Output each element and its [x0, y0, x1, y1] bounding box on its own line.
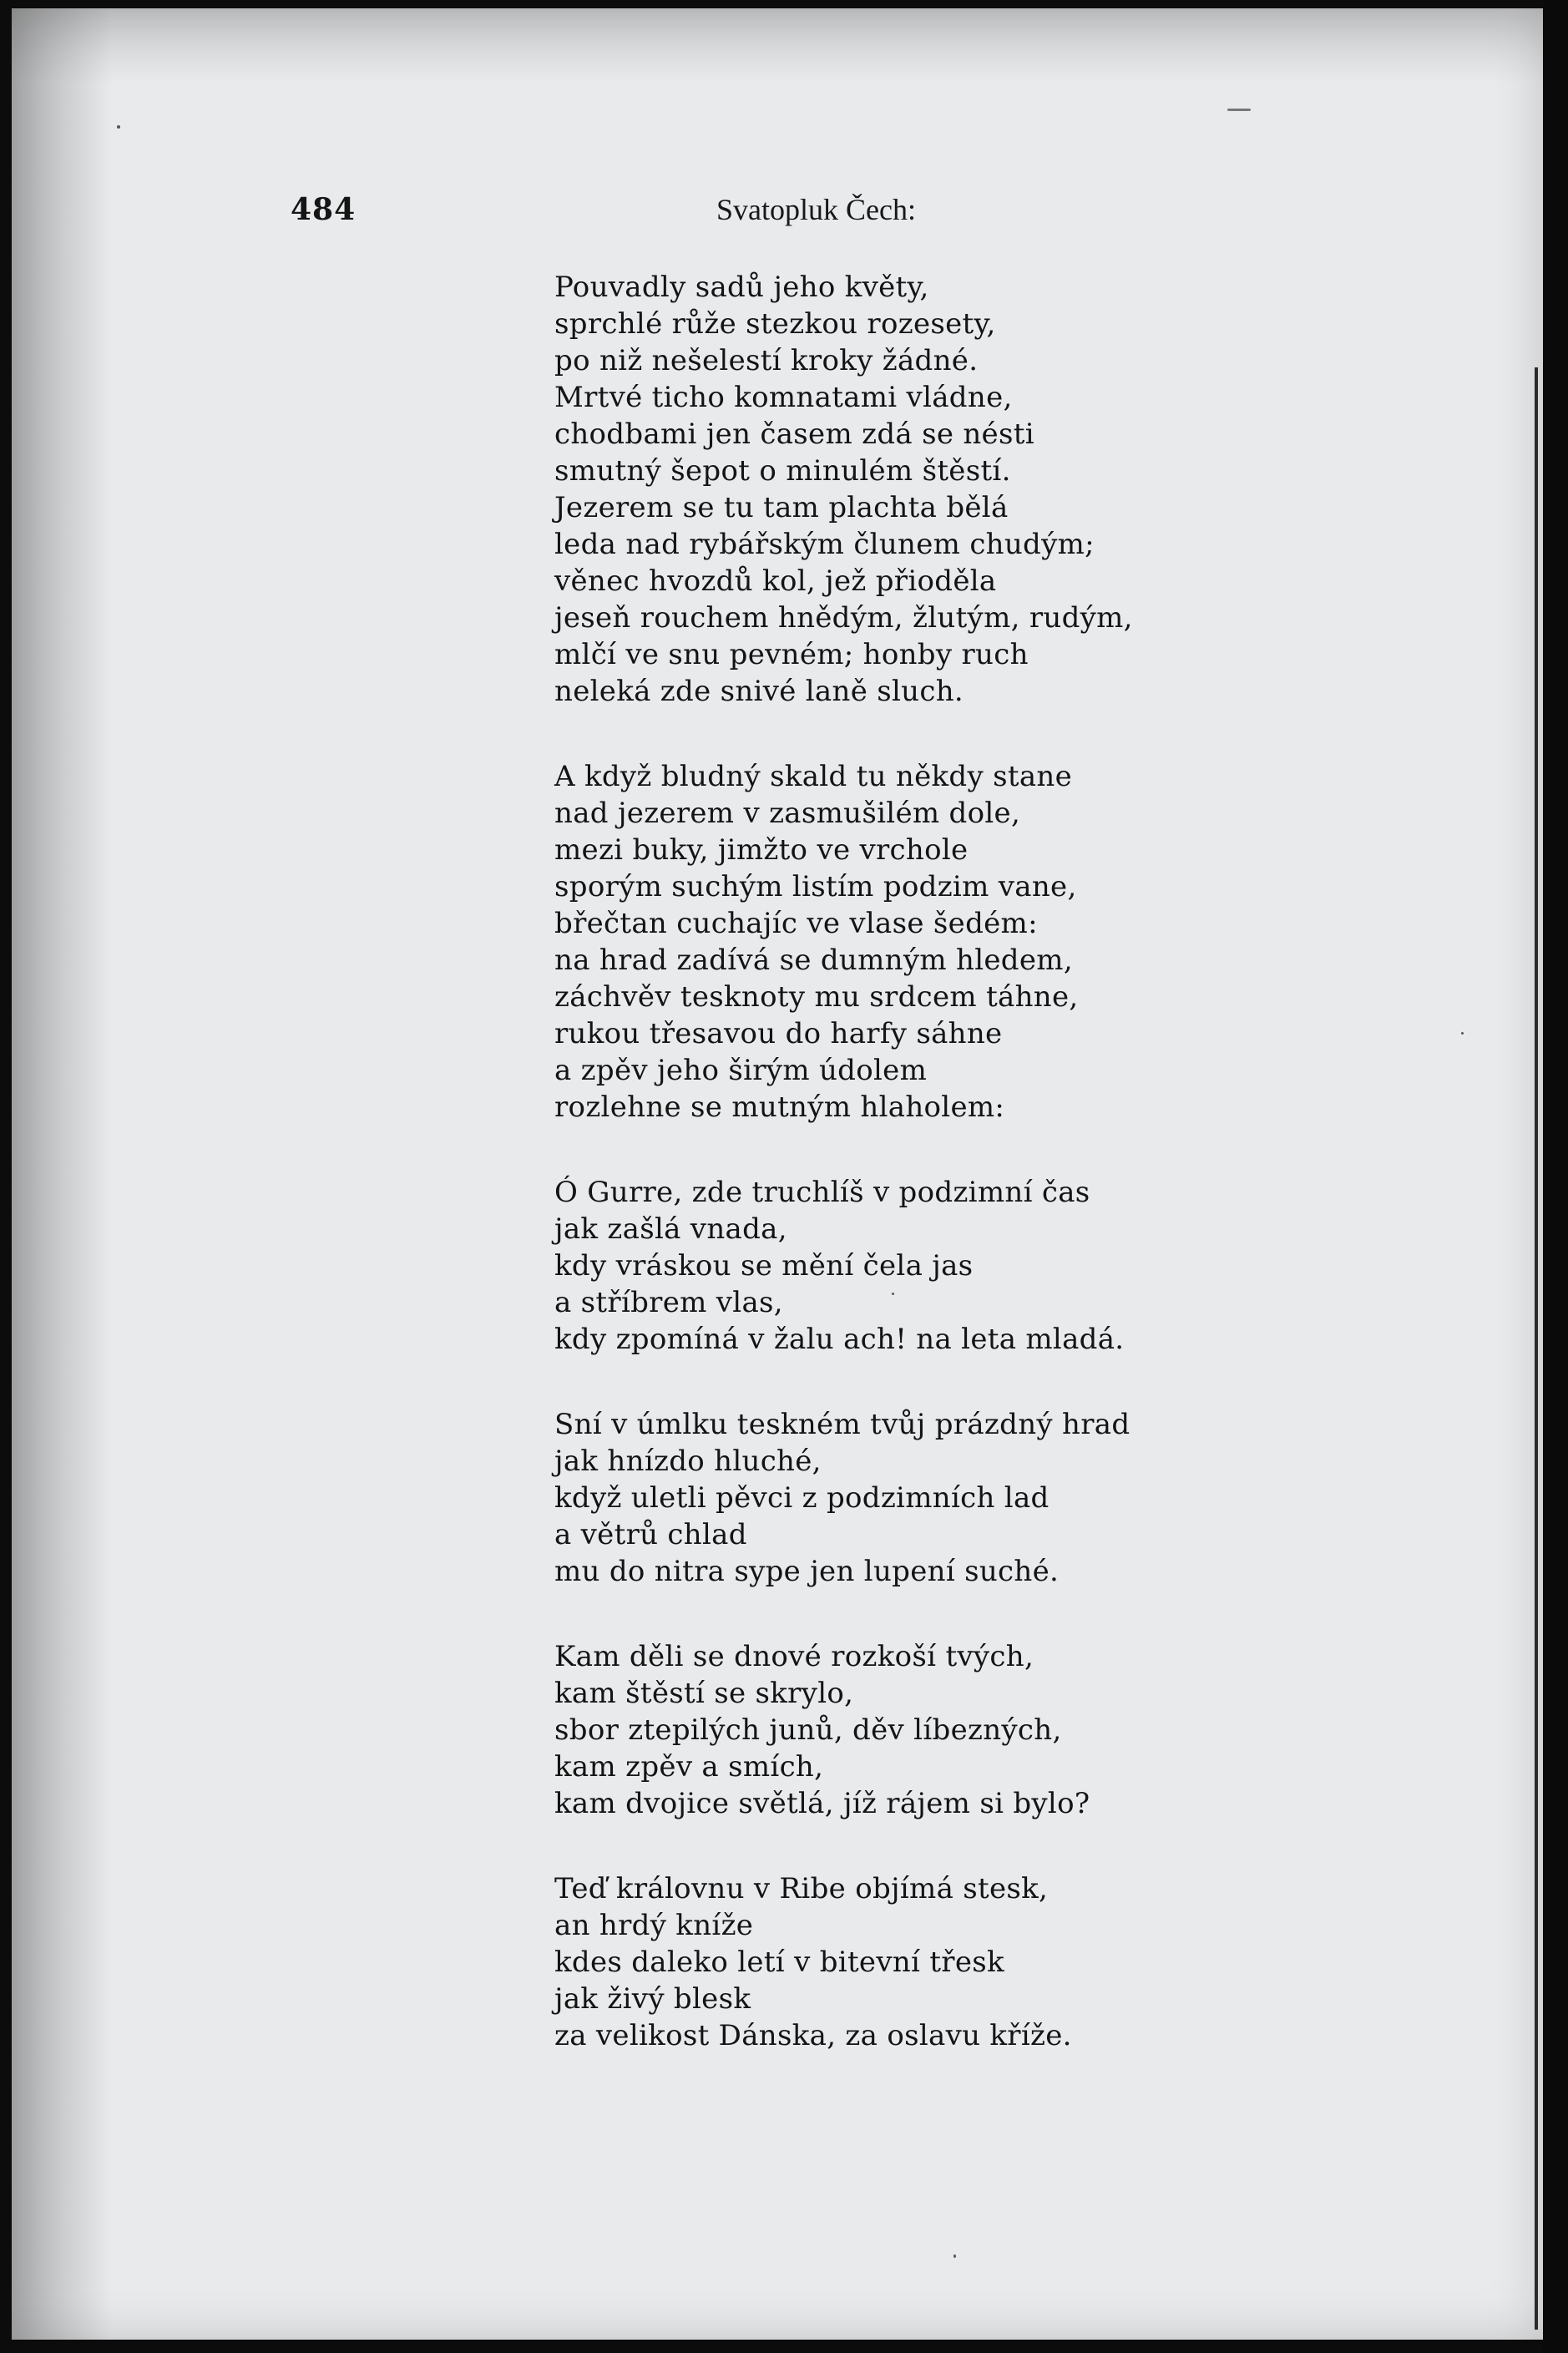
verse-line: a zpěv jeho širým údolem — [554, 1054, 928, 1087]
verse-line: mu do nitra sype jen lupení suché. — [554, 1555, 1060, 1588]
paper-speck — [1227, 109, 1251, 111]
verse-line: za velikost Dánska, za oslavu kříže. — [554, 2019, 1072, 2052]
verse-line: jak živý blesk — [554, 1982, 751, 2016]
top-shadow — [12, 8, 1543, 83]
verse-line: záchvěv tesknoty mu srdcem táhne, — [554, 980, 1079, 1014]
paper-speck — [1461, 1032, 1464, 1035]
verse-line: věnec hvozdů kol, jež přioděla — [554, 564, 997, 598]
verse-line: an hrdý kníže — [554, 1909, 754, 1942]
page-header — [0, 192, 1568, 242]
verse-line: břečtan cuchajíc ve vlase šedém: — [554, 907, 1038, 940]
verse-line: jak zašlá vnada, — [554, 1212, 787, 1246]
verse-line: Ó Gurre, zde truchlíš v podzimní čas — [554, 1176, 1090, 1209]
verse-line: a větrů chlad — [554, 1518, 747, 1551]
verse-line: A když bludný skald tu někdy stane — [554, 760, 1073, 793]
verse-line: Jezerem se tu tam plachta bělá — [554, 491, 1009, 524]
verse-line: leda nad rybářským člunem chudým; — [554, 528, 1095, 561]
running-head: Svatopluk Čech: — [716, 193, 916, 226]
scan-border — [1543, 0, 1568, 2353]
stanza — [554, 758, 1389, 1126]
stanza-gap — [554, 1590, 1389, 1638]
stanza — [554, 1174, 1389, 1358]
verse-line: Mrtvé ticho komnatami vládne, — [554, 381, 1013, 414]
verse-line: Kam děli se dnové rozkoší tvých, — [554, 1640, 1034, 1673]
page-edge-line — [1535, 367, 1538, 2330]
poem-body — [554, 269, 1389, 2054]
stanza-gap — [554, 1358, 1389, 1406]
verse-line: na hrad zadívá se dumným hledem, — [554, 944, 1073, 977]
verse-line: když uletli pěvci z podzimních lad — [554, 1481, 1050, 1515]
verse-line: chodbami jen časem zdá se nésti — [554, 417, 1034, 451]
paper-speck — [953, 2254, 956, 2258]
verse-line: po niž nešelestí kroky žádné. — [554, 344, 979, 377]
stanza — [554, 1870, 1389, 2054]
stanza — [554, 1406, 1389, 1590]
verse-line: kam dvojice světlá, jíž rájem si bylo? — [554, 1787, 1090, 1820]
verse-line: kam štěstí se skrylo, — [554, 1677, 854, 1710]
verse-line: mezi buky, jimžto ve vrchole — [554, 833, 969, 867]
verse-line: neleká zde snivé laně sluch. — [554, 675, 964, 708]
verse-line: sprchlé růže stezkou rozesety, — [554, 307, 996, 341]
verse-line: kdes daleko letí v bitevní třesk — [554, 1946, 1004, 1979]
verse-line: sbor ztepilých junů, děv líbezných, — [554, 1713, 1062, 1747]
verse-line: jeseň rouchem hnědým, žlutým, rudým, — [554, 601, 1133, 635]
verse-line: kdy vráskou se mění čela jas — [554, 1249, 974, 1283]
stanza — [554, 269, 1389, 710]
verse-line: a stříbrem vlas, — [554, 1286, 783, 1319]
page-number: 484 — [291, 192, 357, 227]
verse-line: sporým suchým listím podzim vane, — [554, 870, 1077, 903]
verse-line: mlčí ve snu pevném; honby ruch — [554, 638, 1029, 671]
verse-line: Pouvadly sadů jeho květy, — [554, 271, 929, 304]
paper-speck — [117, 125, 120, 129]
verse-line: rozlehne se mutným hlaholem: — [554, 1090, 1005, 1124]
stanza-gap — [554, 710, 1389, 758]
binding-shadow — [12, 8, 112, 2340]
verse-line: rukou třesavou do harfy sáhne — [554, 1017, 1003, 1050]
verse-line: kam zpěv a smích, — [554, 1750, 824, 1784]
verse-line: nad jezerem v zasmušilém dole, — [554, 797, 1021, 830]
stanza-gap — [554, 1126, 1389, 1174]
verse-line: smutný šepot o minulém štěstí. — [554, 454, 1011, 488]
verse-line: Teď královnu v Ribe objímá stesk, — [554, 1872, 1049, 1905]
verse-line: Sní v úmlku teskném tvůj prázdný hrad — [554, 1408, 1130, 1441]
stanza — [554, 1638, 1389, 1822]
verse-line: kdy zpomíná v žalu ach! na leta mladá. — [554, 1323, 1125, 1356]
stanza-gap — [554, 1822, 1389, 1870]
verse-line: jak hnízdo hluché, — [554, 1445, 822, 1478]
